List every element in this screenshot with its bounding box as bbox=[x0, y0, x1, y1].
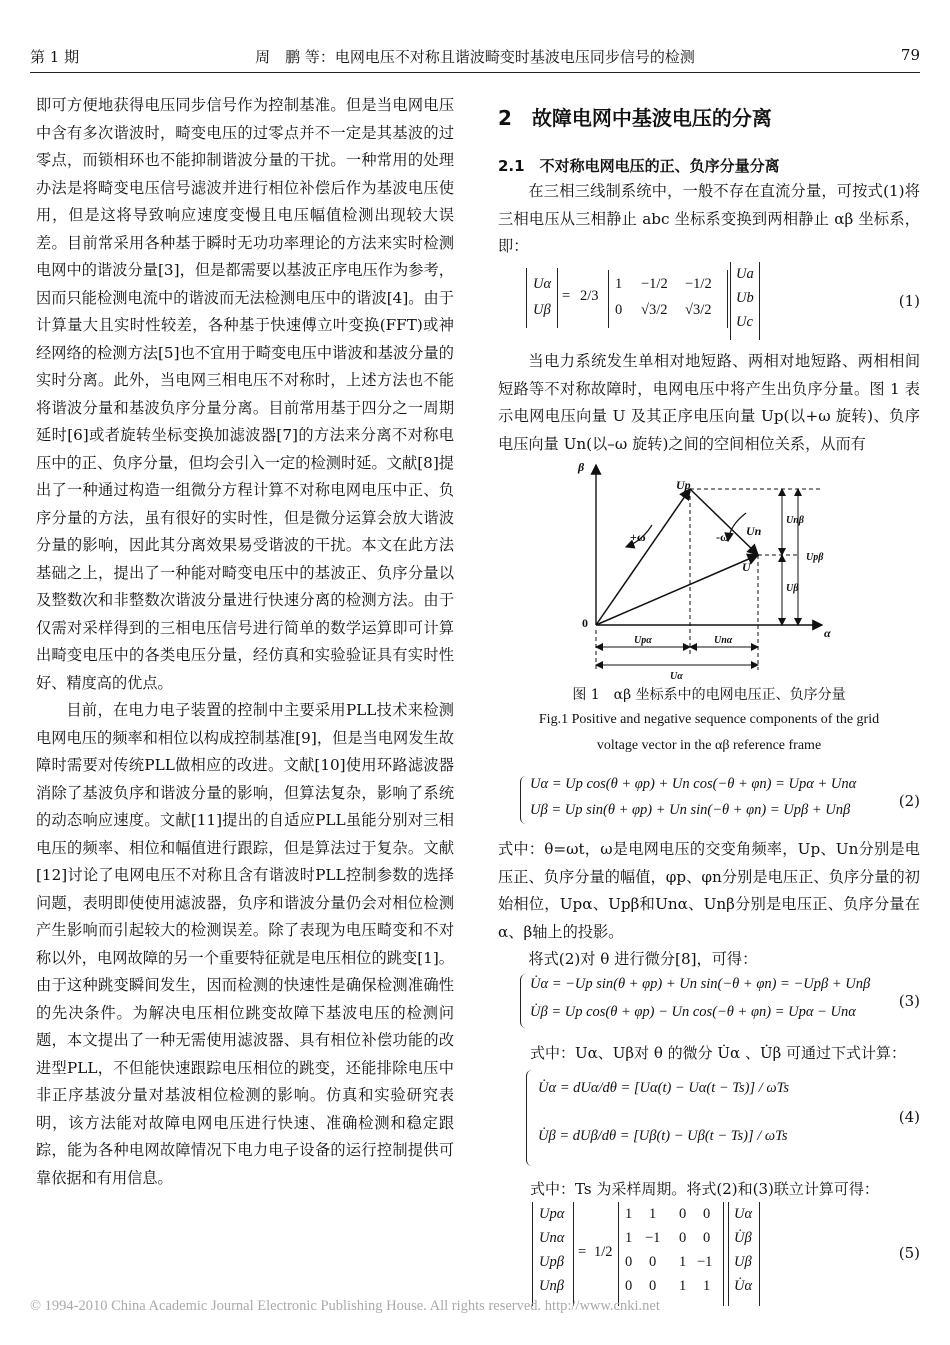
eq5-m-42: 0 bbox=[649, 1278, 657, 1294]
vector-un bbox=[690, 489, 758, 555]
page-header bbox=[30, 46, 920, 72]
upalpha-label: Upα bbox=[634, 635, 652, 646]
eq1-m-13: −1/2 bbox=[685, 276, 712, 292]
page-number: 79 bbox=[900, 46, 920, 64]
eq5-lhs-3: Upβ bbox=[539, 1254, 564, 1270]
unbeta-label: Unβ bbox=[786, 515, 804, 526]
header-rule bbox=[30, 72, 920, 73]
right-paragraph-2-block bbox=[498, 348, 920, 458]
eq5-m-43: 1 bbox=[679, 1278, 687, 1294]
right-paragraph-2: 当电力系统发生单相对地短路、两相对地短路、两相相间短路等不对称故障时，电网电压中将产生出负序分量。图 1 表示电网电压向量 U 及其正序电压向量 Up(以+ω 旋转)、负序电压向量 Un(以–ω 旋转)之间的空间相位关系，从而有 bbox=[498, 352, 920, 453]
section-heading: 2 故障电网中基波电压的分离 bbox=[498, 106, 772, 130]
left-paragraph-2: 目前，在电力电子装置的控制中主要采用PLL技术来检测电网电压的频率和相位以构成控制基准[9]，但是当电网发生故障时需要对传统PLL做相应的改进。文献[10]使用环路滤波器消除了基波负序和谐波分量的影响，但算法复杂，影响了系统的动态响应速度。文献[11]提出的自适应PLL虽能分别对三相电压的频率、相位和幅值进行跟踪，但是算法过于复杂。文献[12]讨论了电网电压不对称且含有谐波时PLL控制参数的选择问题，表明即使使用滤波器，负序和谐波分量仍会对相位检测产生影响而引起较大的检测误差。除了表现为电压畸变和不对称以外，电网故障的另一个重要特征就是电压相位的跳变[1]。由于这种跳变瞬间发生，因而检测的快速性是确保检测准确性的先决条件。为解决电压相位跳变故障下基波电压的检测问题，本文提出了一种无需使用滤波器、具有相位补偿功能的改进型PLL，不但能快速跟踪电压相位的跳变，还能排除电压中非正序基波分量对基波相位检测的影响。仿真和实验研究表明，该方法能对故障电网电压进行快速、准确检测和稳定跟踪，能为各种电网故障情况下电力电子设备的运行控制提供可靠依据和有用信息。 bbox=[36, 701, 454, 1187]
left-paragraph-1: 即可方便地获得电压同步信号作为控制基准。但是当电网电压中含有多次谐波时，畸变电压的过零点并不一定是其基波的过零点，而锁相环也不能抑制谐波分量的干扰。一种常用的处理办法是将畸变电压信号滤波并进行相位补偿后作为基波电压使用，但是这将导致响应速度变慢且电压幅值检测出现较大误差。目前常采用各种基于瞬时无功功率理论的方法来实时检测电网中的谐波分量[3]，但是都需要以基波正序电压作为参考，因而只能检测电流中的谐波而无法检测电压中的谐波[4]。由于计算量大且实时性较差，各种基于快速傅立叶变换(FFT)或神经网络的检测方法[5]也不宜用于畸变电压中谐波和基波分量的实时分离。此外，当电网三相电压不对称时，上述方法也不能将谐波分量和基波负序分量分离。目前常用基于四分之一周期延时[6]或者旋转坐标变换加滤波器[7]的方法来分离不对称电压中的正、负序分量，但均会引入一定的检测时延。文献[8]提出了一种通过构造一组微分方程计算不对称电网电压中正、负序分量的方法，虽有很好的实时性，但是微分运算会放大谐波分量的影响，因此其分离效果易受谐波的干扰。本文在此方法基础之上，提出了一种能对畸变电压中的基波正、负序分量以及整数次和非整数次谐波分量进行快速分离的检测方法。由于仅需对采样得到的三相电压信号进行简单的数学运算即可计算出畸变电压中的各类电压分量，经仿真和实验验证具有实时性好、精度高的优点。 bbox=[36, 96, 454, 692]
eq1-m-11: 1 bbox=[615, 276, 623, 292]
eq3-line-2: U̇β = Up cos(θ + φp) − Un cos(−θ + φn) = Upα − Unα bbox=[530, 1004, 856, 1020]
unalpha-label: Unα bbox=[714, 635, 733, 646]
eq4-line-1: U̇α = dUα/dθ = [Uα(t) − Uα(t − Ts)] / ωTs bbox=[538, 1080, 790, 1096]
eq1-lhs-beta: Uβ bbox=[533, 302, 551, 318]
eq5-m-23: 0 bbox=[679, 1230, 687, 1246]
figure-caption-en-1: Fig.1 Positive and negative sequence components of the grid bbox=[538, 712, 880, 727]
eq5-v-3: Uβ bbox=[734, 1254, 752, 1270]
eq1-v-b: Ub bbox=[736, 290, 754, 306]
eq5-m-13: 0 bbox=[679, 1206, 687, 1222]
eq1-phase-vector bbox=[730, 262, 760, 340]
eq3-line-1: U̇α = −Up sin(θ + φp) + Un sin(−θ + φn) = −Upβ + Unβ bbox=[530, 976, 871, 992]
copyright-footer: © 1994-2010 China Academic Journal Electronic Publishing House. All rights reserved. http://www.cnki.net bbox=[30, 1298, 660, 1314]
beta-axis-label: β bbox=[578, 460, 585, 474]
plus-omega-label: +ω bbox=[630, 530, 646, 544]
eq5-lhs-2: Unα bbox=[539, 1230, 565, 1246]
upbeta-label: Upβ bbox=[806, 552, 824, 563]
right-paragraph-4: 将式(2)对 θ 进行微分[8]，可得： bbox=[528, 950, 758, 968]
eq5-lhs-1: Upα bbox=[539, 1206, 565, 1222]
equation-number-3: (3) bbox=[898, 992, 920, 1010]
equation-number-1: (1) bbox=[898, 292, 920, 310]
right-paragraph-1-block bbox=[498, 178, 920, 261]
eq5-matrix bbox=[618, 1202, 724, 1306]
eq5-rhs-vector bbox=[728, 1202, 760, 1306]
eq1-v-c: Uc bbox=[736, 314, 753, 330]
eq5-m-41: 0 bbox=[625, 1278, 633, 1294]
eq1-lhs-matrix bbox=[526, 268, 558, 328]
eq5-v-1: Uα bbox=[734, 1206, 753, 1222]
figure-caption-cn: 图 1 αβ 坐标系中的电网电压正、负序分量 bbox=[572, 687, 846, 703]
figure-caption-en-2: voltage vector in the αβ reference frame bbox=[596, 738, 822, 753]
eq5-m-22: −1 bbox=[645, 1230, 661, 1246]
eq1-m-12: −1/2 bbox=[641, 276, 668, 292]
u-label: U bbox=[742, 560, 751, 574]
eq5-m-24: 0 bbox=[703, 1230, 711, 1246]
eq5-m-34: −1 bbox=[697, 1254, 713, 1270]
right-paragraph-6: 式中：Ts 为采样周期。将式(2)和(3)联立计算可得： bbox=[530, 1180, 879, 1198]
eq1-m-22: √3/2 bbox=[641, 302, 668, 318]
eq5-m-11: 1 bbox=[625, 1206, 633, 1222]
eq4-line-2: U̇β = dUβ/dθ = [Uβ(t) − Uβ(t − Ts)] / ωTs bbox=[538, 1128, 788, 1144]
eq1-lhs-alpha: Uα bbox=[533, 276, 552, 292]
left-column bbox=[36, 92, 454, 1192]
eq5-v-4: U̇α bbox=[734, 1278, 753, 1294]
eq5-lhs-4: Unβ bbox=[539, 1278, 564, 1294]
eq1-m-23: √3/2 bbox=[685, 302, 712, 318]
eq5-lhs-vector bbox=[532, 1202, 574, 1306]
eq5-m-44: 1 bbox=[703, 1278, 711, 1294]
origin-label: 0 bbox=[582, 616, 588, 630]
right-paragraph-5: 式中：Uα、Uβ对 θ 的微分 U̇α 、U̇β 可通过下式计算： bbox=[530, 1044, 907, 1062]
eq5-m-21: 1 bbox=[625, 1230, 633, 1246]
eq2-line-2: Uβ = Up sin(θ + φp) + Un sin(−θ + φn) = Upβ + Unβ bbox=[530, 802, 851, 818]
subsection-heading: 2.1 不对称电网电压的正、负序分量分离 bbox=[498, 157, 780, 175]
equation-number-5: (5) bbox=[898, 1244, 920, 1262]
figure-1-vector-diagram bbox=[560, 455, 850, 685]
ualpha-label: Uα bbox=[670, 671, 683, 682]
right-paragraph-1: 在三相三线制系统中，一般不存在直流分量，可按式(1)将三相电压从三相静止 abc 坐标系变换到两相静止 αβ 坐标系，即： bbox=[498, 182, 920, 255]
eq5-v-2: U̇β bbox=[734, 1230, 752, 1246]
eq5-m-31: 0 bbox=[625, 1254, 633, 1270]
up-label: Up bbox=[676, 478, 691, 492]
minus-omega-arc bbox=[728, 513, 746, 541]
eq5-m-32: 0 bbox=[649, 1254, 657, 1270]
right-paragraph-3: 式中：θ=ωt，ω是电网电压的交变角频率，Up、Un分别是电压正、负序分量的幅值，φp、φn分别是电压正、负序分量的初始相位，Upα、Upβ和Unα、Unβ分别是电压正、负序分量在α、β轴上的投影。 bbox=[498, 840, 920, 941]
eq1-transform-matrix bbox=[608, 270, 728, 328]
eq2-line-1: Uα = Up cos(θ + φp) + Un cos(−θ + φn) = Upα + Unα bbox=[530, 776, 857, 792]
eq1-v-a: Ua bbox=[736, 266, 754, 282]
equation-number-4: (4) bbox=[898, 1108, 920, 1126]
eq5-m-12: 1 bbox=[649, 1206, 657, 1222]
eq1-m-21: 0 bbox=[615, 302, 623, 318]
eq5-m-33: 1 bbox=[679, 1254, 687, 1270]
un-label: Un bbox=[746, 524, 762, 538]
alpha-axis-label: α bbox=[824, 626, 831, 640]
eq1-coefficient: 2/3 bbox=[580, 288, 599, 304]
right-paragraph-3-block bbox=[498, 836, 920, 974]
eq5-m-14: 0 bbox=[703, 1206, 711, 1222]
equation-number-2: (2) bbox=[898, 792, 920, 810]
eq5-coefficient: 1/2 bbox=[594, 1244, 613, 1260]
minus-omega-label: -ω bbox=[716, 530, 729, 544]
issue-number: 第 1 期 bbox=[30, 48, 80, 66]
ubeta-label: Uβ bbox=[786, 583, 799, 594]
running-title: 周 鹏 等：电网电压不对称且谐波畸变时基波电压同步信号的检测 bbox=[255, 48, 695, 66]
